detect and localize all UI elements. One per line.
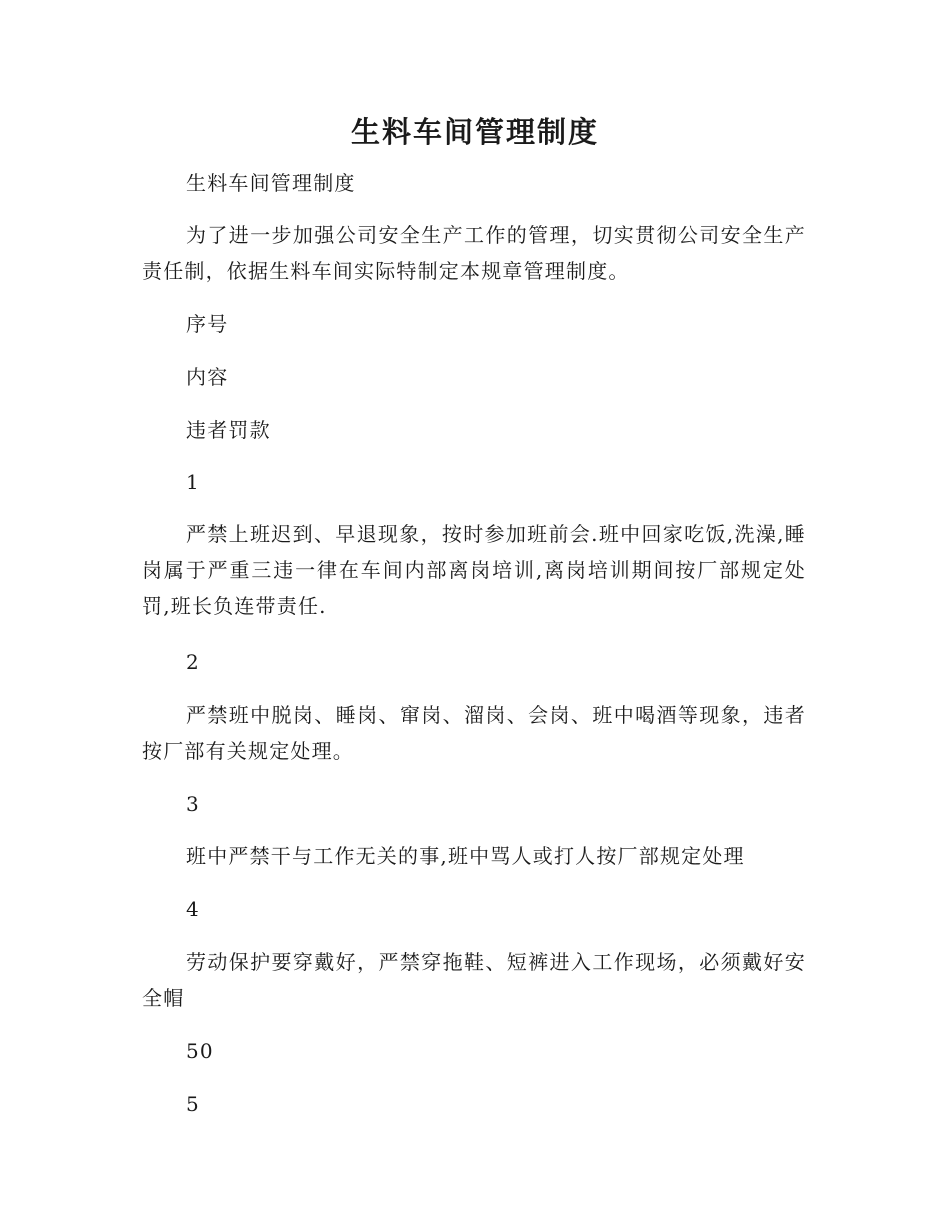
paragraph-item-2-number: 2	[186, 650, 200, 674]
paragraph-item-5-number: 5	[186, 1092, 200, 1116]
paragraph-header-fine: 违者罚款	[186, 418, 271, 442]
paragraph-subtitle: 生料车间管理制度	[186, 171, 356, 195]
paragraph-header-content: 内容	[186, 365, 229, 389]
paragraph-intro: 为了进一步加强公司安全生产工作的管理，切实贯彻公司安全生产责任制，依据生料车间实际特制定本规章管理制度。	[142, 223, 806, 283]
paragraph-header-number: 序号	[186, 312, 229, 336]
paragraph-item-1-number: 1	[186, 470, 200, 494]
paragraph-item-4-number: 4	[186, 897, 200, 921]
paragraph-item-2-content: 严禁班中脱岗、睡岗、窜岗、溜岗、会岗、班中喝酒等现象，违者按厂部有关规定处理。	[142, 703, 806, 763]
document-title: 生料车间管理制度	[350, 115, 599, 149]
paragraph-item-3-content: 班中严禁干与工作无关的事,班中骂人或打人按厂部规定处理	[186, 844, 745, 868]
paragraph-item-4-content: 劳动保护要穿戴好，严禁穿拖鞋、短裤进入工作现场，必须戴好安全帽	[142, 950, 806, 1010]
paragraph-item-1-content: 严禁上班迟到、早退现象，按时参加班前会.班中回家吃饭,洗澡,睡岗属于严重三违一律在车间内部离岗培训,离岗培训期间按厂部规定处罚,班长负连带责任.	[142, 522, 806, 618]
paragraph-item-3-number: 3	[186, 792, 200, 816]
paragraph-item-4-fine: 50	[186, 1039, 214, 1063]
